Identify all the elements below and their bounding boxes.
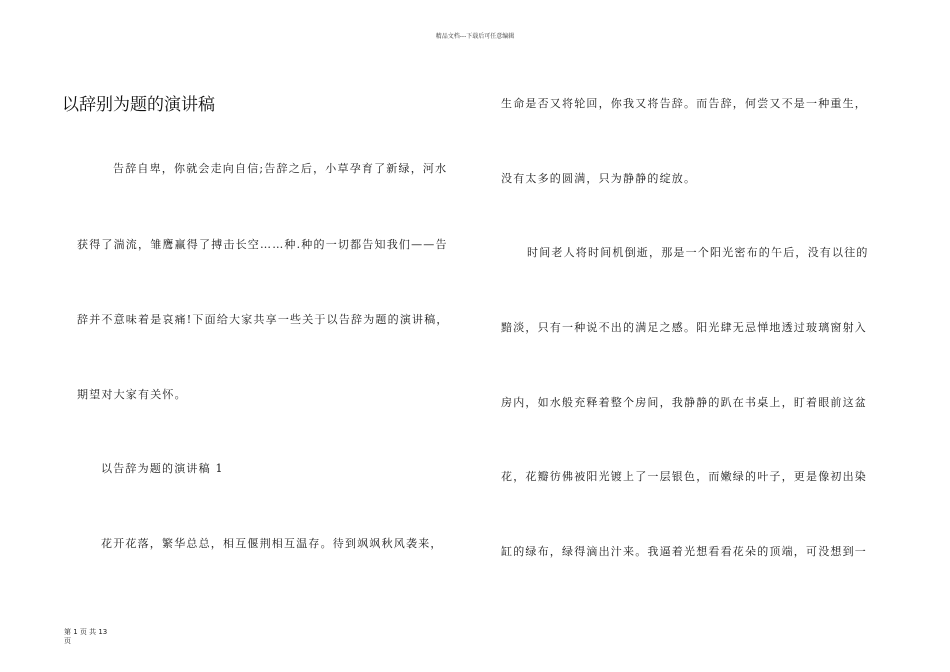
page-footer <box>64 628 107 646</box>
document-title: 以辞别为题的演讲稿 <box>62 95 215 115</box>
page-number-suffix: 页 <box>64 637 71 645</box>
paragraph-line: 缸的绿布，绿得滴出汁来。我逼着光想看看花朵的顶端，可没想到一 <box>501 545 867 558</box>
paragraph-line: 没有太多的圆满，只为静静的绽放。 <box>501 172 697 185</box>
section-heading: 以告辞为题的演讲稿 1 <box>101 462 224 475</box>
paragraph-line: 黯淡，只有一种说不出的满足之感。阳光肆无忌惮地透过玻璃窗射入 <box>501 321 867 334</box>
paragraph-line: 房内，如水般充释着整个房间，我静静的趴在书桌上，盯着眼前这盆 <box>501 396 867 409</box>
paragraph-line: 生命是否又将轮回，你我又将告辞。而告辞，何尝又不是一种重生， <box>501 97 867 110</box>
paragraph-line: 期望对大家有关怀。 <box>77 388 187 401</box>
right-column <box>480 0 950 672</box>
paragraph-line: 告辞自卑，你就会走向自信;告辞之后，小草孕育了新绿，河水 <box>113 162 448 175</box>
paragraph-line: 花开花落，繁华总总，相互偃荆相互温存。待到飒飒秋风袭来， <box>101 537 443 550</box>
paragraph-line: 花，花瓣彷佛被阳光镀上了一层银色，而嫩绿的叶子，更是像初出染 <box>501 470 867 483</box>
page-number: 第 1 页 共 13 <box>64 628 108 636</box>
page-header: 精品文档---下载后可任意编辑 <box>435 33 515 40</box>
paragraph-line: 辞并不意味着是哀痛!下面给大家共享一些关于以告辞为题的演讲稿， <box>77 313 449 326</box>
paragraph-line: 获得了湍流，雏鹰赢得了搏击长空……种.种的一切都告知我们——告 <box>77 238 448 251</box>
paragraph-line: 时间老人将时间机倒逝，那是一个阳光密布的午后，没有以往的 <box>527 246 869 259</box>
